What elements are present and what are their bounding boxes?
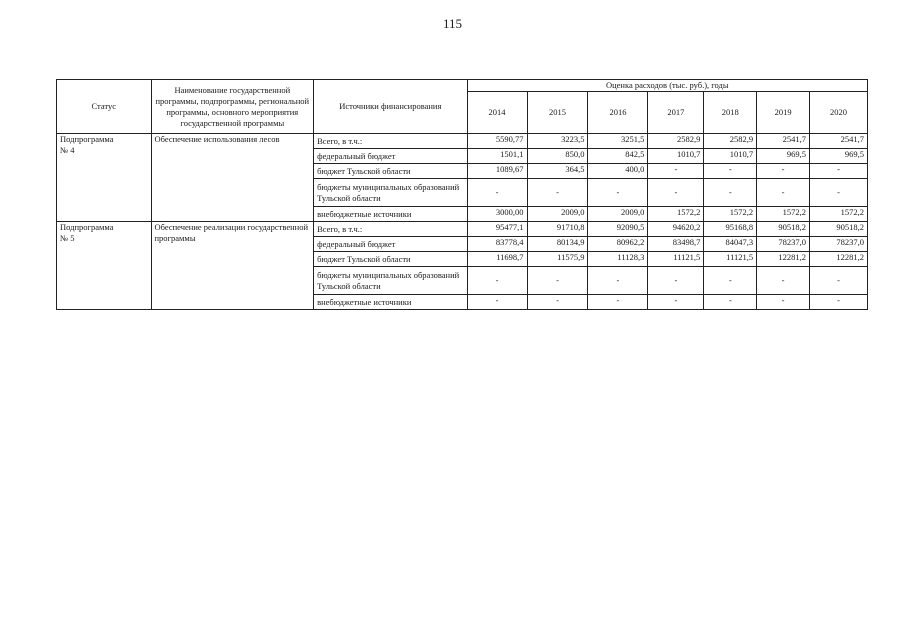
header-sources: Источники финансирования <box>314 80 467 134</box>
year-2016: 2016 <box>588 92 648 134</box>
year-2015: 2015 <box>527 92 588 134</box>
subprogram-status: Подпрограмма № 4 <box>57 134 152 222</box>
amount-cell: - <box>648 164 704 179</box>
amount-cell: - <box>527 267 588 295</box>
amount-cell: 11575,9 <box>527 252 588 267</box>
amount-cell: - <box>704 267 757 295</box>
amount-cell: 969,5 <box>810 149 868 164</box>
amount-cell: - <box>704 295 757 310</box>
amount-cell: 1501,1 <box>467 149 527 164</box>
amount-cell: 11128,3 <box>588 252 648 267</box>
amount-cell: 78237,0 <box>810 237 868 252</box>
amount-cell: - <box>757 164 810 179</box>
amount-cell: - <box>757 267 810 295</box>
funding-source: федеральный бюджет <box>314 149 467 164</box>
amount-cell: 95477,1 <box>467 222 527 237</box>
amount-cell: 2582,9 <box>704 134 757 149</box>
amount-cell: 842,5 <box>588 149 648 164</box>
amount-cell: 969,5 <box>757 149 810 164</box>
amount-cell: 91710,8 <box>527 222 588 237</box>
amount-cell: 1010,7 <box>704 149 757 164</box>
amount-cell: 1572,2 <box>810 207 868 222</box>
funding-source: внебюджетные источники <box>314 207 467 222</box>
table-row <box>57 222 868 237</box>
amount-cell: 364,5 <box>527 164 588 179</box>
header-row <box>57 80 868 92</box>
amount-cell: 11121,5 <box>648 252 704 267</box>
amount-cell: 1572,2 <box>704 207 757 222</box>
amount-cell: 2582,9 <box>648 134 704 149</box>
amount-cell: 12281,2 <box>810 252 868 267</box>
amount-cell: 80134,9 <box>527 237 588 252</box>
year-2014: 2014 <box>467 92 527 134</box>
amount-cell: 95168,8 <box>704 222 757 237</box>
subprogram-name: Обеспечение реализации государственной программы <box>151 222 314 310</box>
table-row <box>57 134 868 149</box>
amount-cell: - <box>648 267 704 295</box>
amount-cell: - <box>757 295 810 310</box>
amount-cell: 1089,67 <box>467 164 527 179</box>
subprogram-name: Обеспечение использования лесов <box>151 134 314 222</box>
amount-cell: - <box>588 295 648 310</box>
amount-cell: 83498,7 <box>648 237 704 252</box>
budget-table <box>56 79 868 310</box>
amount-cell: 1572,2 <box>648 207 704 222</box>
header-status: Статус <box>57 80 152 134</box>
amount-cell: - <box>810 295 868 310</box>
amount-cell: 2009,0 <box>588 207 648 222</box>
amount-cell: - <box>810 164 868 179</box>
header-name: Наименование государственной программы, подпрограммы, региональной программы, основного мероприятия государственной программы <box>151 80 314 134</box>
amount-cell: 80962,2 <box>588 237 648 252</box>
amount-cell: 400,0 <box>588 164 648 179</box>
amount-cell: - <box>467 179 527 207</box>
amount-cell: - <box>588 179 648 207</box>
amount-cell: 11698,7 <box>467 252 527 267</box>
year-2019: 2019 <box>757 92 810 134</box>
amount-cell: 11121,5 <box>704 252 757 267</box>
amount-cell: 5590,77 <box>467 134 527 149</box>
funding-source: Всего, в т.ч.: <box>314 222 467 237</box>
amount-cell: - <box>704 179 757 207</box>
amount-cell: 3000,00 <box>467 207 527 222</box>
amount-cell: - <box>757 179 810 207</box>
amount-cell: 78237,0 <box>757 237 810 252</box>
amount-cell: 94620,2 <box>648 222 704 237</box>
funding-source: бюджеты муниципальных образований Тульской области <box>314 179 467 207</box>
funding-source: бюджет Тульской области <box>314 252 467 267</box>
amount-cell: - <box>527 295 588 310</box>
amount-cell: - <box>810 267 868 295</box>
amount-cell: - <box>588 267 648 295</box>
amount-cell: - <box>467 267 527 295</box>
amount-cell: 3223,5 <box>527 134 588 149</box>
amount-cell: - <box>810 179 868 207</box>
amount-cell: 90518,2 <box>757 222 810 237</box>
amount-cell: 12281,2 <box>757 252 810 267</box>
amount-cell: 2541,7 <box>757 134 810 149</box>
amount-cell: - <box>467 295 527 310</box>
amount-cell: 84047,3 <box>704 237 757 252</box>
year-2020: 2020 <box>810 92 868 134</box>
amount-cell: 850,0 <box>527 149 588 164</box>
amount-cell: 2541,7 <box>810 134 868 149</box>
amount-cell: - <box>648 295 704 310</box>
subprogram-status: Подпрограмма № 5 <box>57 222 152 310</box>
amount-cell: - <box>648 179 704 207</box>
table-body <box>57 134 868 310</box>
amount-cell: 3251,5 <box>588 134 648 149</box>
amount-cell: 83778,4 <box>467 237 527 252</box>
amount-cell: 1010,7 <box>648 149 704 164</box>
funding-source: бюджет Тульской области <box>314 164 467 179</box>
amount-cell: 90518,2 <box>810 222 868 237</box>
page-number: 115 <box>442 16 463 31</box>
funding-source: бюджеты муниципальных образований Тульской области <box>314 267 467 295</box>
funding-source: федеральный бюджет <box>314 237 467 252</box>
amount-cell: - <box>704 164 757 179</box>
amount-cell: 2009,0 <box>527 207 588 222</box>
amount-cell: 92090,5 <box>588 222 648 237</box>
year-2018: 2018 <box>704 92 757 134</box>
funding-source: Всего, в т.ч.: <box>314 134 467 149</box>
amount-cell: - <box>527 179 588 207</box>
header-estimate: Оценка расходов (тыс. руб.), годы <box>467 80 867 92</box>
year-2017: 2017 <box>648 92 704 134</box>
amount-cell: 1572,2 <box>757 207 810 222</box>
funding-source: внебюджетные источники <box>314 295 467 310</box>
